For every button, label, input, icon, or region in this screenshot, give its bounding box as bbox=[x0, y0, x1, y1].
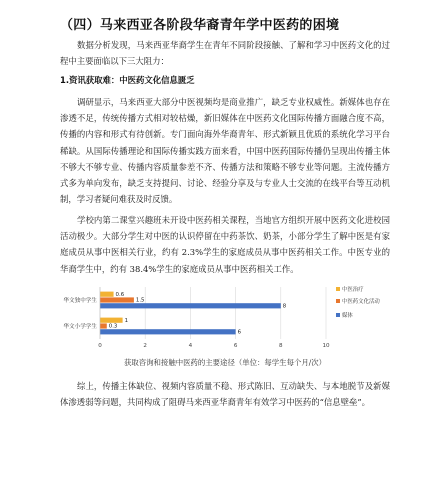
y-category-label: 华文小学学生 bbox=[63, 324, 97, 330]
bar-chart bbox=[58, 283, 393, 351]
y-category-label: 华文独中学生 bbox=[63, 298, 97, 304]
data-label: 6 bbox=[237, 329, 242, 336]
bar bbox=[100, 303, 281, 308]
legend-label: 媒体 bbox=[342, 313, 353, 319]
bar-chart-svg bbox=[58, 283, 393, 351]
paragraph-research: 调研显示，马来西亚大部分中医视频均是商业推广，缺乏专业权威性。新媒体也存在渗透不足，传统传播方式相对较枯燥，新旧媒体在中医药文化国际传播方面融合度不高，传播的内容和形式有待创新。专门面向海外华裔青年、形式新颖且优质的系统化学习平台稀缺。从国际传播理论和国际传播实践方面来看，中国中医药国际传播仍呈现出传播主体不够大不够专业、传播内容质量参差不齐、传播方法和策略不够专业等问题。主流传播方式多为单向发布，缺乏支持提问、讨论、经验分享及与专业人士交流的在线平台等互动机制，学习者疑问难获及时反馈。 bbox=[60, 97, 390, 205]
data-label: 8 bbox=[282, 303, 287, 310]
intro-paragraph: 数据分析发现，马来西亚华裔学生在青年不同阶段接触、了解和学习中医药文化的过程中主要面临以下三大阻力： bbox=[60, 40, 390, 67]
x-tick-label: 2 bbox=[143, 343, 147, 349]
bar bbox=[100, 292, 114, 297]
data-label: 0.3 bbox=[108, 323, 118, 330]
bar bbox=[100, 323, 107, 328]
chart-caption: 获取咨询和接触中医药的主要途径（单位：每学生每个月/次） bbox=[123, 358, 327, 367]
x-tick-label: 8 bbox=[279, 343, 283, 349]
bar bbox=[100, 318, 123, 323]
data-label: 1 bbox=[124, 317, 129, 324]
legend-swatch bbox=[336, 313, 340, 317]
legend-label: 中医药文化活动 bbox=[342, 299, 380, 305]
x-tick-label: 4 bbox=[188, 343, 193, 349]
paragraph-school: 学校内第二课堂兴趣班未开设中医药相关课程，当地官方组织开展中医药文化进校园活动极少。大部分学生对中医的认识停留在中药茶饮、奶茶，小部分学生了解中医是有家庭成员从事中医相关行业，约有 2.3%学生的家庭成员从事中医药相关工作。中医专业的华裔学生中，约有 38.4%学生的家庭成员从事中医药相关工作。 bbox=[60, 215, 390, 274]
legend-swatch bbox=[336, 299, 340, 303]
subsection-title: 1.资讯获取难：中医药文化信息匮乏 bbox=[60, 75, 195, 85]
legend-label: 中医治疗 bbox=[342, 287, 364, 293]
bar bbox=[100, 329, 236, 334]
bar bbox=[100, 297, 134, 302]
data-label: 1.5 bbox=[135, 297, 145, 304]
x-tick-label: 0 bbox=[98, 343, 102, 349]
x-tick-label: 10 bbox=[322, 343, 330, 349]
legend-swatch bbox=[336, 287, 340, 291]
paragraph-conclusion: 综上，传播主体缺位、视频内容质量不稳、形式陈旧、互动缺失、与本地脱节及新媒体渗透弱等问题，共同构成了阻碍马来西亚华裔青年有效学习中医药的“信息壁垒”。 bbox=[60, 381, 390, 408]
x-tick-label: 6 bbox=[233, 343, 238, 349]
data-label: 0.6 bbox=[115, 291, 125, 298]
section-title: （四）马来西亚各阶段华裔青年学中医药的困境 bbox=[60, 18, 340, 33]
